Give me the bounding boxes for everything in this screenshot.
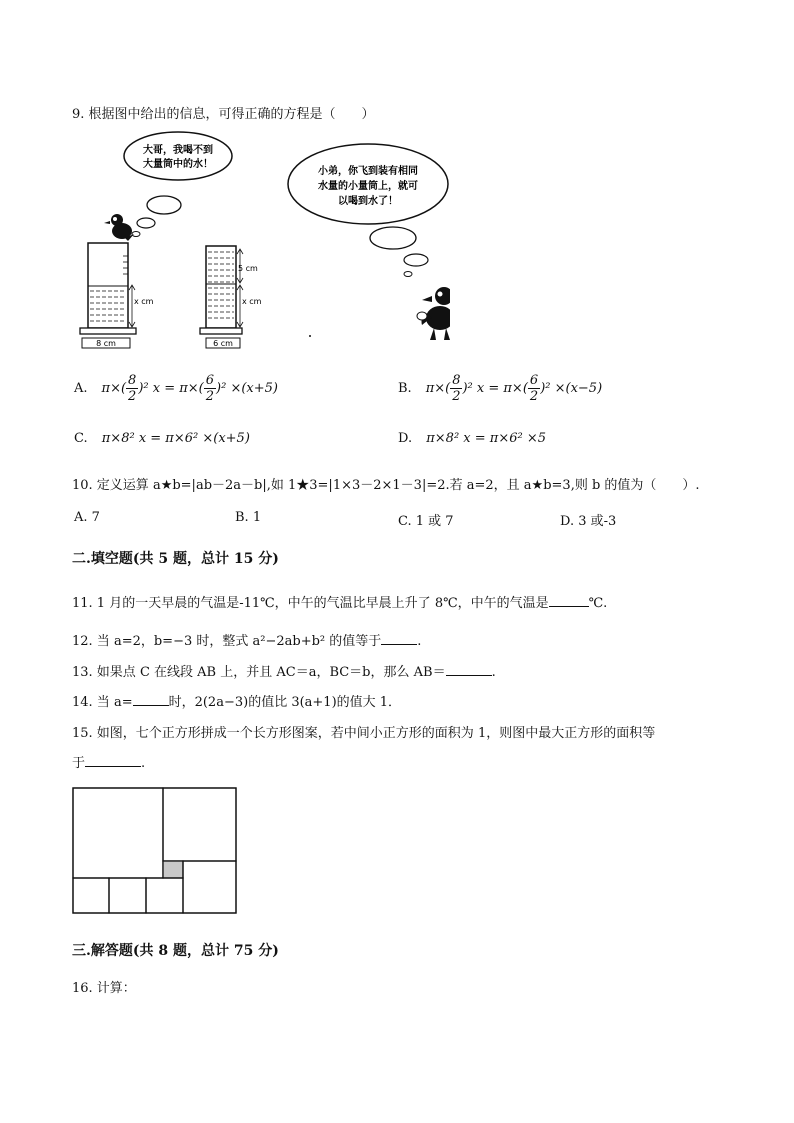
bubble-right-line3: 以喝到水了！ [338, 196, 398, 207]
q12-tail: . [417, 634, 422, 649]
q12-text: 12. 当 a=2，b=−3 时，整式 a²−2ab+b² 的值等于 [72, 634, 382, 649]
q14-head: 14. 当 a= [72, 695, 133, 710]
crow-left-icon [104, 214, 134, 241]
q11-tail: ℃. [588, 596, 608, 611]
big-x-label: x cm [134, 297, 154, 306]
square-largest [73, 788, 163, 878]
bubble-right-line2: 水量的小量筒上，就可 [318, 181, 418, 192]
q10-option-a[interactable]: A. 7 [74, 510, 100, 525]
q13-tail: . [491, 665, 496, 680]
option-a-label: A. [74, 380, 88, 396]
q12 [72, 630, 421, 649]
square-bottom-right [183, 861, 236, 913]
q10-option-d[interactable]: D. 3 或-3 [560, 514, 617, 529]
q15-answer-blank[interactable] [85, 752, 141, 767]
q11-answer-blank[interactable] [549, 592, 589, 607]
q14-tail: 时，2(2a−3)的值比 3(a+1)的值大 1． [168, 695, 402, 710]
q14 [72, 691, 401, 710]
q15-line2 [72, 752, 145, 771]
section-2-heading: 二.填空题(共 5 题，总计 15 分) [72, 551, 279, 567]
q13-answer-blank[interactable] [446, 661, 492, 676]
option-b-label: B. [398, 380, 412, 396]
small-x-label: x cm [242, 297, 262, 306]
bubble-left [124, 132, 232, 180]
q13-text: 13. 如果点 C 在线段 AB 上，并且 AC＝a，BC＝b，那么 AB＝ [72, 665, 446, 680]
small-cylinder [200, 246, 262, 348]
bubble-left-line2: 大量筒中的水！ [143, 159, 213, 170]
q10-option-b[interactable]: B. 1 [235, 510, 262, 525]
q13 [72, 661, 496, 680]
option-c-label: C. [74, 431, 88, 446]
q10-stem: 10. 定义运算 a★b=|ab－2a－b|,如 1★3=|1×3－2×1－3|=2.若 a=2，且 a★b=3,则 b 的值为（ ）. [72, 478, 700, 493]
q9-option-c[interactable]: C. π×8² x = π×6² ×(x+5) [74, 431, 250, 446]
q15-squares-figure [72, 787, 238, 915]
square-bottom-3 [146, 878, 183, 913]
q11 [72, 592, 607, 611]
big-cylinder [80, 243, 154, 348]
q10-option-c[interactable]: C. 1 或 7 [398, 514, 454, 529]
big-width-label: 8 cm [96, 339, 116, 348]
q14-answer-blank[interactable] [133, 691, 169, 706]
crow-right-icon [417, 287, 450, 340]
q12-answer-blank[interactable] [381, 630, 417, 645]
q15-line1: 15. 如图，七个正方形拼成一个长方形图案，若中间小正方形的面积为 1，则图中最大正方形的面积等 [72, 726, 656, 741]
q9-stem: 9. 根据图中给出的信息，可得正确的方程是（ ） [72, 107, 375, 122]
q16: 16. 计算： [72, 981, 136, 996]
bubble-left-line1: 大哥，我喝不到 [143, 145, 213, 156]
square-bottom-1 [73, 878, 109, 913]
square-center-small [163, 861, 183, 878]
option-d-label: D. [398, 431, 413, 446]
q9-option-d[interactable]: D. π×8² x = π×6² ×5 [398, 431, 546, 446]
square-top-right [163, 788, 236, 861]
q11-text: 11. 1 月的一天早晨的气温是-11℃，中午的气温比早晨上升了 8℃，中午的气温是 [72, 596, 549, 611]
q15-tail: . [141, 756, 146, 771]
section-3-heading: 三.解答题(共 8 题，总计 75 分) [72, 943, 279, 959]
q9-option-a[interactable]: A. π×( $\frac{8}{2}$ )² x = π×( $\frac{6}{2}$ )² ×(x+5) [74, 372, 278, 404]
square-bottom-2 [109, 878, 146, 913]
small-width-label: 6 cm [213, 339, 233, 348]
small-5cm-label: 5 cm [238, 264, 258, 273]
q15-line2-text: 于 [72, 756, 86, 771]
q9-option-b[interactable]: B. π×( $\frac{8}{2}$ )² x = π×( $\frac{6}{2}$ )² ×(x−5) [398, 372, 603, 404]
q9-figure [70, 128, 450, 350]
bubble-right-line1: 小弟，你飞到装有相同 [318, 166, 418, 177]
